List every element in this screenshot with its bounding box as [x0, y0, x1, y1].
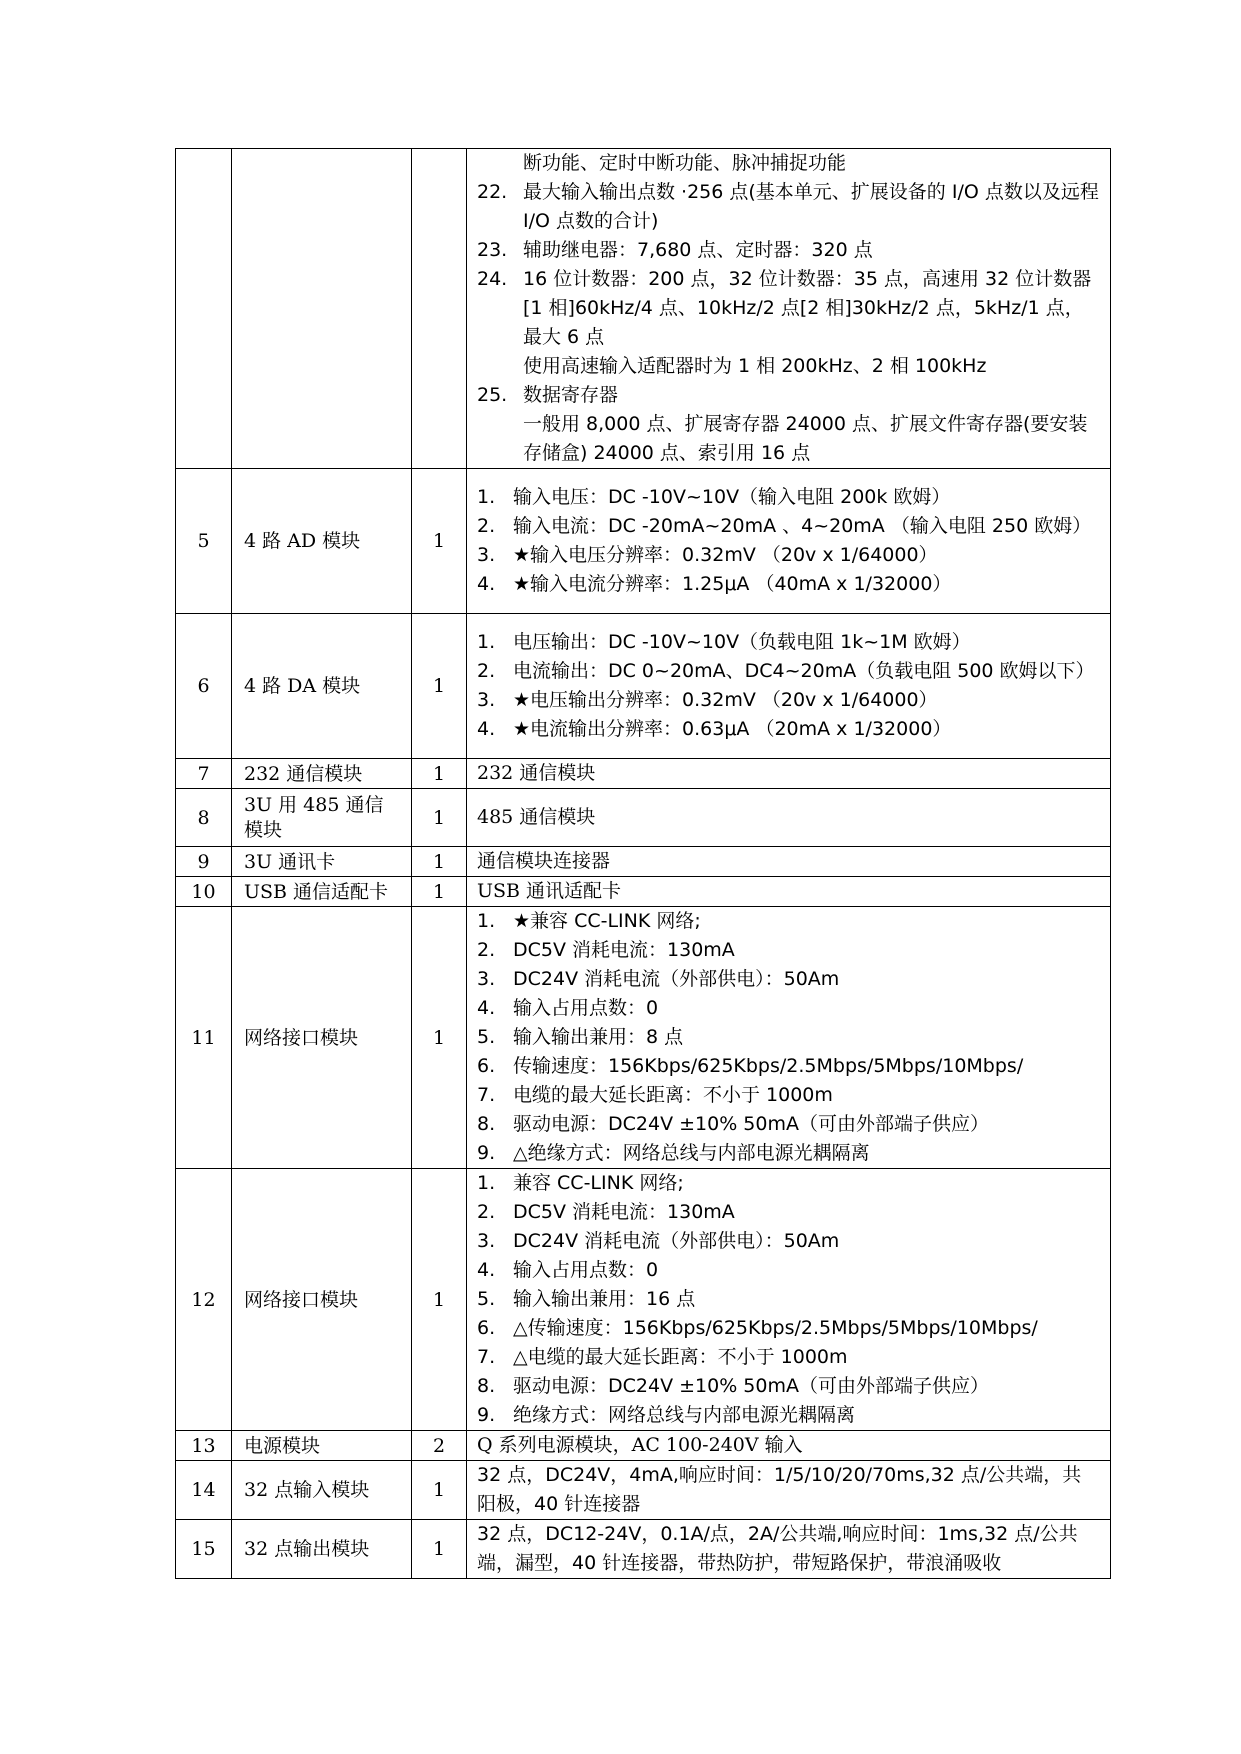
description-item [477, 1052, 1100, 1081]
row-number: 6 [176, 614, 232, 759]
description-item [477, 1198, 1100, 1227]
item-description: Q 系列电源模块，AC 100-240V 输入 [467, 1431, 1111, 1461]
item-text: ★电流输出分辨率：0.63μA （20mA x 1/32000） [513, 718, 952, 740]
description-item [477, 1256, 1100, 1285]
item-number: 3. [477, 689, 496, 711]
item-number: 1. [477, 910, 496, 932]
item-name: 网络接口模块 [232, 907, 412, 1169]
item-name: USB 通信适配卡 [232, 877, 412, 907]
item-text: ★输入电压分辨率：0.32mV （20v x 1/64000） [513, 544, 938, 566]
description-item [477, 483, 1100, 512]
item-text: △传输速度：156Kbps/625Kbps/2.5Mbps/5Mbps/10Mbps/ [513, 1317, 1038, 1339]
table-row [176, 847, 1111, 877]
description-item [477, 1169, 1100, 1198]
item-number: 3. [477, 544, 496, 566]
table-row [176, 1169, 1111, 1431]
description-item [477, 1401, 1100, 1430]
table-row [176, 1520, 1111, 1579]
description-item [477, 236, 1100, 265]
item-description: 232 通信模块 [467, 759, 1111, 789]
table-row [176, 1461, 1111, 1520]
item-description: USB 通讯适配卡 [467, 877, 1111, 907]
item-text: 输入输出兼用：16 点 [513, 1288, 696, 1310]
item-text: 驱动电源：DC24V ±10% 50mA（可由外部端子供应） [513, 1375, 989, 1397]
item-text: 传输速度：156Kbps/625Kbps/2.5Mbps/5Mbps/10Mbps/ [513, 1055, 1024, 1077]
description-item [477, 570, 1100, 599]
item-quantity: 1 [412, 759, 467, 789]
row-number: 11 [176, 907, 232, 1169]
item-name: 32 点输出模块 [232, 1520, 412, 1579]
item-description: 32 点，DC12-24V，0.1A/点，2A/公共端,响应时间：1ms,32 点/公共端，漏型，40 针连接器，带热防护，带短路保护，带浪涌吸收 [467, 1520, 1111, 1579]
item-description: 通信模块连接器 [467, 847, 1111, 877]
table-row [176, 469, 1111, 614]
item-quantity: 1 [412, 1169, 467, 1431]
item-description [467, 614, 1111, 759]
item-number: 1. [477, 1172, 496, 1194]
item-text: 绝缘方式：网络总线与内部电源光耦隔离 [513, 1404, 856, 1426]
table-row [176, 759, 1111, 789]
item-number: 22. [477, 181, 508, 203]
item-text: 电缆的最大延长距离：不小于 1000m [513, 1084, 833, 1106]
description-item [477, 512, 1100, 541]
description-item [477, 1023, 1100, 1052]
item-text: 最大输入输出点数 ·256 点(基本单元、扩展设备的 I/O 点数以及远程 I/O 点数的合计) [523, 181, 1099, 232]
description-item [477, 657, 1100, 686]
item-text: 电压输出：DC -10V~10V（负载电阻 1k~1M 欧姆） [513, 631, 971, 653]
item-text: ★兼容 CC-LINK 网络; [513, 910, 701, 932]
item-quantity: 1 [412, 614, 467, 759]
item-number: 5. [477, 1288, 496, 1310]
table-row [176, 907, 1111, 1169]
item-number: 6. [477, 1317, 496, 1339]
row-number: 13 [176, 1431, 232, 1461]
item-name: 232 通信模块 [232, 759, 412, 789]
item-description [467, 907, 1111, 1169]
description-item [477, 1139, 1100, 1168]
row-number: 15 [176, 1520, 232, 1579]
description-item [477, 686, 1100, 715]
row-number: 14 [176, 1461, 232, 1520]
description-item [477, 381, 1100, 410]
item-number: 25. [477, 384, 508, 406]
item-name: 电源模块 [232, 1431, 412, 1461]
item-number: 2. [477, 515, 496, 537]
item-name: 4 路 DA 模块 [232, 614, 412, 759]
item-number: 2. [477, 939, 496, 961]
description-item [477, 1372, 1100, 1401]
item-quantity: 1 [412, 907, 467, 1169]
item-description [467, 469, 1111, 614]
description-item [477, 936, 1100, 965]
item-quantity: 1 [412, 847, 467, 877]
item-text: 驱动电源：DC24V ±10% 50mA（可由外部端子供应） [513, 1113, 989, 1135]
item-description: 32 点，DC24V，4mA,响应时间：1/5/10/20/70ms,32 点/公共端，共阳极，40 针连接器 [467, 1461, 1111, 1520]
description-item [477, 994, 1100, 1023]
item-number: 2. [477, 660, 496, 682]
item-number: 6. [477, 1055, 496, 1077]
description-item [477, 715, 1100, 744]
item-number: 3. [477, 1230, 496, 1252]
description-item [477, 541, 1100, 570]
item-quantity: 1 [412, 789, 467, 847]
item-text: DC5V 消耗电流：130mA [513, 1201, 735, 1223]
item-text: 兼容 CC-LINK 网络; [513, 1172, 684, 1194]
description-line: 断功能、定时中断功能、脉冲捕捉功能 [523, 152, 847, 174]
item-number: 2. [477, 1201, 496, 1223]
item-quantity: 1 [412, 1461, 467, 1520]
table-row [176, 614, 1111, 759]
item-number: 7. [477, 1346, 496, 1368]
item-name: 网络接口模块 [232, 1169, 412, 1431]
table-row [176, 789, 1111, 847]
item-number: 23. [477, 239, 508, 261]
item-number: 8. [477, 1375, 496, 1397]
row-number: 10 [176, 877, 232, 907]
item-quantity [412, 149, 467, 469]
item-description [467, 149, 1111, 469]
item-number: 24. [477, 268, 508, 290]
item-text: △电缆的最大延长距离：不小于 1000m [513, 1346, 848, 1368]
description-item [477, 965, 1100, 994]
item-text: 辅助继电器：7,680 点、定时器：320 点 [523, 239, 873, 261]
item-number: 1. [477, 486, 496, 508]
item-number: 4. [477, 997, 496, 1019]
description-item [477, 628, 1100, 657]
description-item [477, 1285, 1100, 1314]
description-item [477, 1227, 1100, 1256]
item-text: 16 位计数器：200 点，32 位计数器：35 点，高速用 32 位计数器 [1 相]60kHz/4 点、10kHz/2 点[2 相]30kHz/2 点，5kHz/1 点，最大 6 点 [523, 268, 1092, 348]
item-number: 8. [477, 1113, 496, 1135]
row-number: 5 [176, 469, 232, 614]
item-description: 485 通信模块 [467, 789, 1111, 847]
row-number: 7 [176, 759, 232, 789]
item-text: 数据寄存器 [523, 384, 619, 406]
item-text: 输入占用点数：0 [513, 1259, 659, 1281]
item-number: 4. [477, 718, 496, 740]
description-item [477, 178, 1100, 236]
item-text: 输入输出兼用：8 点 [513, 1026, 684, 1048]
item-number: 3. [477, 968, 496, 990]
table-row [176, 877, 1111, 907]
item-text: 输入占用点数：0 [513, 997, 659, 1019]
item-text: ★输入电流分辨率：1.25μA （40mA x 1/32000） [513, 573, 952, 595]
table-row [176, 1431, 1111, 1461]
item-number: 1. [477, 631, 496, 653]
description-item [477, 1314, 1100, 1343]
description-item [477, 907, 1100, 936]
item-number: 9. [477, 1142, 496, 1164]
item-text: ★电压输出分辨率：0.32mV （20v x 1/64000） [513, 689, 938, 711]
row-number: 12 [176, 1169, 232, 1431]
item-text: DC24V 消耗电流（外部供电）：50Am [513, 968, 840, 990]
row-number: 8 [176, 789, 232, 847]
item-number: 7. [477, 1084, 496, 1106]
item-name: 32 点输入模块 [232, 1461, 412, 1520]
item-name: 3U 用 485 通信模块 [232, 789, 412, 847]
description-line: 一般用 8,000 点、扩展寄存器 24000 点、扩展文件寄存器(要安装存储盒) 24000 点、索引用 16 点 [523, 413, 1088, 464]
item-text: DC5V 消耗电流：130mA [513, 939, 735, 961]
item-text: 输入电流：DC -20mA~20mA 、4~20mA （输入电阻 250 欧姆） [513, 515, 1092, 537]
item-number: 9. [477, 1404, 496, 1426]
row-number [176, 149, 232, 469]
item-text: 输入电压：DC -10V~10V（输入电阻 200k 欧姆） [513, 486, 951, 508]
description-item [477, 265, 1100, 352]
item-quantity: 1 [412, 877, 467, 907]
spec-table [175, 148, 1111, 1579]
description-item [477, 1081, 1100, 1110]
item-text: 电流输出：DC 0~20mA、DC4~20mA（负载电阻 500 欧姆以下） [513, 660, 1095, 682]
item-description [467, 1169, 1111, 1431]
item-name: 4 路 AD 模块 [232, 469, 412, 614]
item-quantity: 2 [412, 1431, 467, 1461]
item-name [232, 149, 412, 469]
description-item [477, 1110, 1100, 1139]
item-quantity: 1 [412, 469, 467, 614]
item-name: 3U 通讯卡 [232, 847, 412, 877]
item-text: △绝缘方式：网络总线与内部电源光耦隔离 [513, 1142, 870, 1164]
item-text: DC24V 消耗电流（外部供电）：50Am [513, 1230, 840, 1252]
item-quantity: 1 [412, 1520, 467, 1579]
row-number: 9 [176, 847, 232, 877]
item-number: 4. [477, 573, 496, 595]
item-number: 5. [477, 1026, 496, 1048]
table-row [176, 149, 1111, 469]
description-line: 使用高速输入适配器时为 1 相 200kHz、2 相 100kHz [523, 355, 987, 377]
description-item [477, 1343, 1100, 1372]
item-number: 4. [477, 1259, 496, 1281]
